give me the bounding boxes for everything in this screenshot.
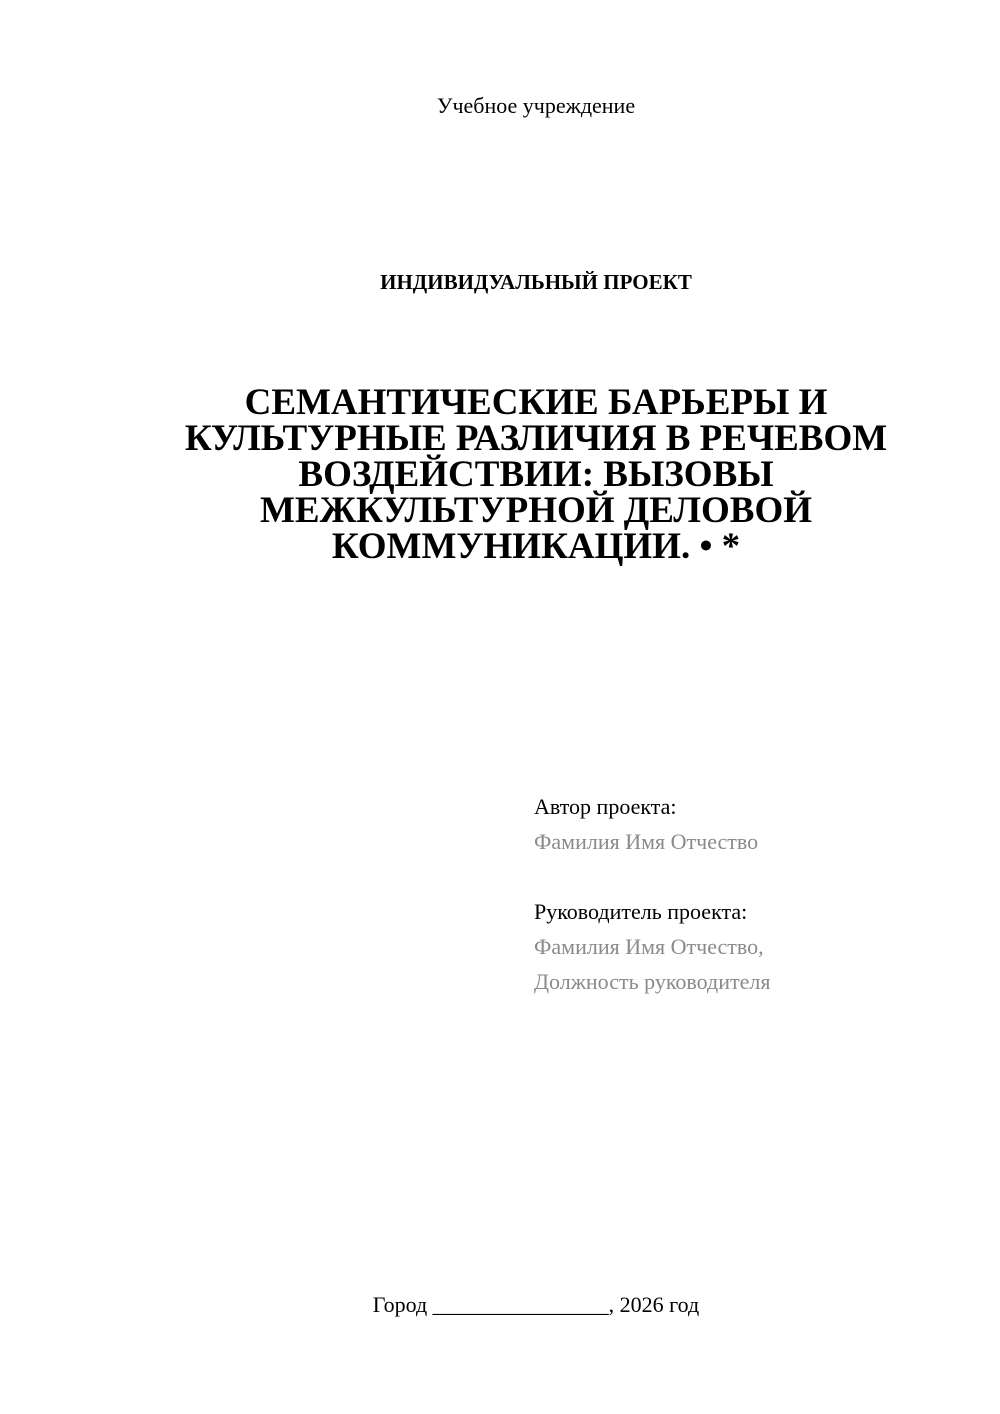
institution-name: Учебное учреждение [436, 93, 636, 118]
credits-spacer [534, 859, 954, 894]
author-name: Фамилия Имя Отчество [534, 829, 759, 854]
supervisor-name: Фамилия Имя Отчество, [534, 934, 764, 959]
credits-block [534, 789, 954, 999]
city-year-line: Город ________________, 2026 год [372, 1292, 700, 1317]
supervisor-label: Руководитель проекта: [534, 899, 748, 924]
title-line: КОММУНИКАЦИИ. • * [331, 526, 741, 567]
supervisor-position: Должность руководителя [534, 969, 771, 994]
document-title [150, 382, 922, 567]
title-line: КУЛЬТУРНЫЕ РАЗЛИЧИЯ В РЕЧЕВОМ [184, 418, 888, 459]
document-type: ИНДИВИДУАЛЬНЫЙ ПРОЕКТ [380, 270, 692, 294]
title-line: СЕМАНТИЧЕСКИЕ БАРЬЕРЫ И [244, 382, 828, 423]
title-line: МЕЖКУЛЬТУРНОЙ ДЕЛОВОЙ [259, 490, 813, 531]
author-label: Автор проекта: [534, 794, 677, 819]
title-line: ВОЗДЕЙСТВИИ: ВЫЗОВЫ [298, 454, 774, 495]
